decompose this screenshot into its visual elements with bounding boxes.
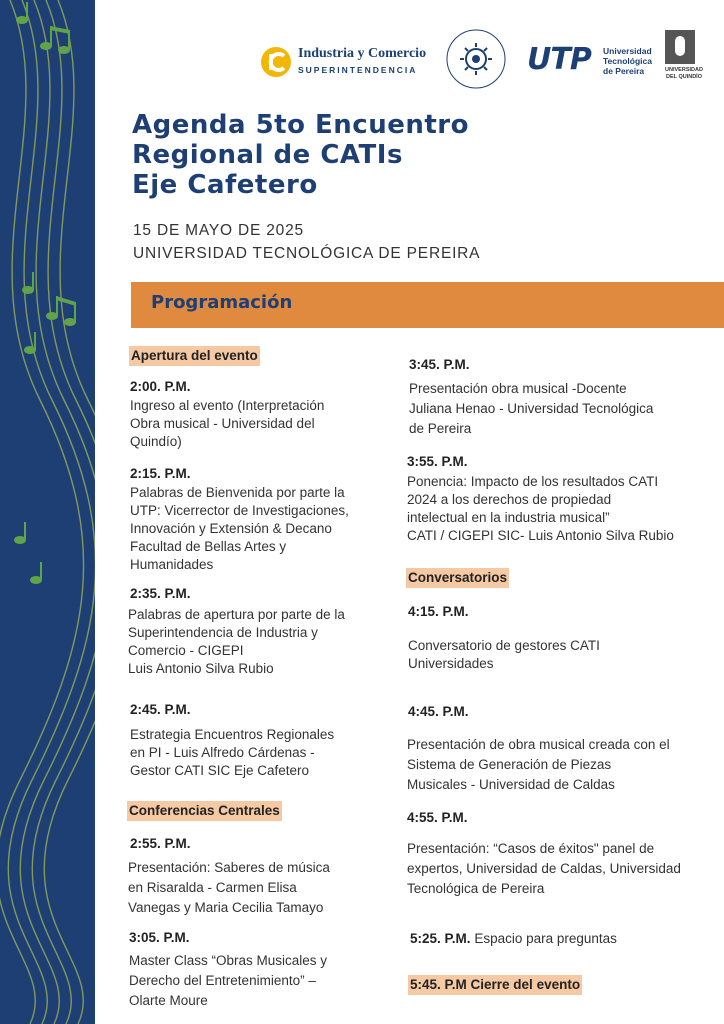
desc-415 [408, 637, 600, 673]
uq-line2: DEL QUINDÍO [666, 74, 702, 80]
desc-line: Musicales - Universidad de Caldas [407, 777, 615, 792]
desc-305 [129, 951, 327, 1011]
time-215: 2:15. P.M. [130, 466, 191, 481]
time-415: 4:15. P.M. [408, 604, 469, 619]
desc-245 [130, 726, 334, 780]
time-235: 2:35. P.M. [130, 586, 191, 601]
desc-line: intelectual en la industria musical” [407, 510, 610, 525]
desc-line: expertos, Universidad de Caldas, Universidad [407, 861, 681, 876]
desc-200 [130, 397, 324, 451]
desc-line: Presentación obra musical -Docente [409, 381, 627, 396]
desc-255 [128, 858, 330, 918]
desc-235 [128, 606, 345, 678]
desc-line: Innovación y Extensión & Decano [130, 521, 332, 536]
music-waves-decoration [0, 0, 95, 1024]
section-apertura: Apertura del evento [129, 346, 260, 366]
desc-line: Conversatorio de gestores CATI [408, 638, 600, 653]
title-line-2: Regional de CATIs [132, 140, 403, 170]
desc-line: Luis Antonio Silva Rubio [128, 661, 274, 676]
desc-line: Facultad de Bellas Artes y [130, 539, 287, 554]
utp-line1: Universidad [603, 46, 652, 56]
desc-445 [407, 735, 670, 795]
sic-emblem-icon [260, 46, 292, 78]
uq-logo [655, 30, 713, 92]
event-venue: UNIVERSIDAD TECNOLÓGICA DE PEREIRA [133, 245, 481, 262]
utp-logo [527, 42, 652, 82]
desc-line: 2024 a los derechos de propiedad [407, 492, 612, 507]
side-band [0, 0, 95, 1024]
desc-line: Gestor CATI SIC Eje Cafetero [130, 763, 310, 778]
section-conferencias: Conferencias Centrales [127, 801, 282, 821]
utp-line3: de Pereira [603, 66, 645, 76]
time-455: 4:55. P.M. [407, 810, 468, 825]
time-525: 5:25. P.M. [410, 931, 471, 946]
time-445: 4:45. P.M. [408, 704, 469, 719]
desc-line: Derecho del Entretenimiento” – [129, 973, 316, 988]
desc-line: Vanegas y Maria Cecilia Tamayo [128, 900, 324, 915]
desc-line: Juliana Henao - Universidad Tecnológica [409, 401, 654, 416]
item-525 [410, 931, 617, 946]
time-305: 3:05. P.M. [129, 930, 190, 945]
desc-525: Espacio para preguntas [474, 931, 617, 946]
desc-215 [130, 484, 349, 574]
desc-line: Presentación de obra musical creada con el [407, 737, 670, 752]
sic-line1: Industria y Comercio [298, 46, 427, 61]
desc-455 [407, 839, 681, 899]
sic-line2: SUPERINTENDENCIA [298, 65, 418, 75]
page-title [132, 110, 692, 200]
desc-line: Olarte Moure [129, 993, 208, 1008]
title-line-3: Eje Cafetero [132, 170, 318, 200]
desc-line: Estrategia Encuentros Regionales [130, 727, 335, 742]
desc-line: Universidades [408, 656, 494, 671]
desc-line: Presentación: “Casos de éxitos" panel de [407, 841, 655, 856]
programacion-banner [131, 282, 724, 328]
event-date: 15 DE MAYO DE 2025 [133, 222, 304, 239]
time-245: 2:45. P.M. [130, 702, 191, 717]
time-200: 2:00. P.M. [130, 379, 191, 394]
desc-line: Palabras de apertura por parte de la [128, 607, 345, 622]
caldas-logo [445, 28, 507, 90]
desc-line: Presentación: Saberes de música [128, 860, 330, 875]
desc-line: Palabras de Bienvenida por parte la [130, 485, 345, 500]
utp-letters: UTP [527, 42, 591, 77]
desc-line: Sistema de Generación de Piezas [407, 757, 612, 772]
time-345: 3:45. P.M. [409, 357, 470, 372]
desc-line: de Pereira [409, 421, 472, 436]
logos-row [255, 28, 715, 98]
desc-355 [407, 473, 674, 545]
desc-line: Humanidades [130, 557, 214, 572]
desc-line: Ponencia: Impacto de los resultados CATI [407, 474, 659, 489]
sic-logo [260, 44, 425, 80]
uq-emblem-icon [665, 30, 695, 64]
section-conversatorios: Conversatorios [406, 568, 509, 588]
desc-line: Obra musical - Universidad del [130, 416, 315, 431]
utp-line2: Tecnológica [603, 56, 652, 66]
desc-line: en PI - Luis Alfredo Cárdenas - [130, 745, 315, 760]
caldas-seal-icon [445, 28, 507, 90]
desc-line: en Risaralda - Carmen Elisa [128, 880, 297, 895]
uq-line1: UNIVERSIDAD [665, 67, 703, 73]
desc-line: CATI / CIGEPI SIC- Luis Antonio Silva Rubio [407, 528, 674, 543]
title-line-1: Agenda 5to Encuentro [132, 110, 469, 140]
desc-line: Quindío) [130, 434, 182, 449]
time-255: 2:55. P.M. [130, 836, 191, 851]
desc-line: Tecnológica de Pereira [407, 881, 545, 896]
time-355: 3:55. P.M. [407, 454, 468, 469]
programacion-label: Programación [151, 292, 293, 313]
desc-line: Master Class “Obras Musicales y [129, 953, 328, 968]
desc-line: Superintendencia de Industria y [128, 625, 318, 640]
desc-line: UTP: Vicerrector de Investigaciones, [130, 503, 349, 518]
desc-line: Comercio - CIGEPI [128, 643, 244, 658]
closing-event: 5:45. P.M Cierre del evento [408, 975, 582, 995]
music-notes-icon [14, 2, 76, 584]
desc-345 [409, 379, 653, 439]
desc-line: Ingreso al evento (Interpretación [130, 398, 325, 413]
